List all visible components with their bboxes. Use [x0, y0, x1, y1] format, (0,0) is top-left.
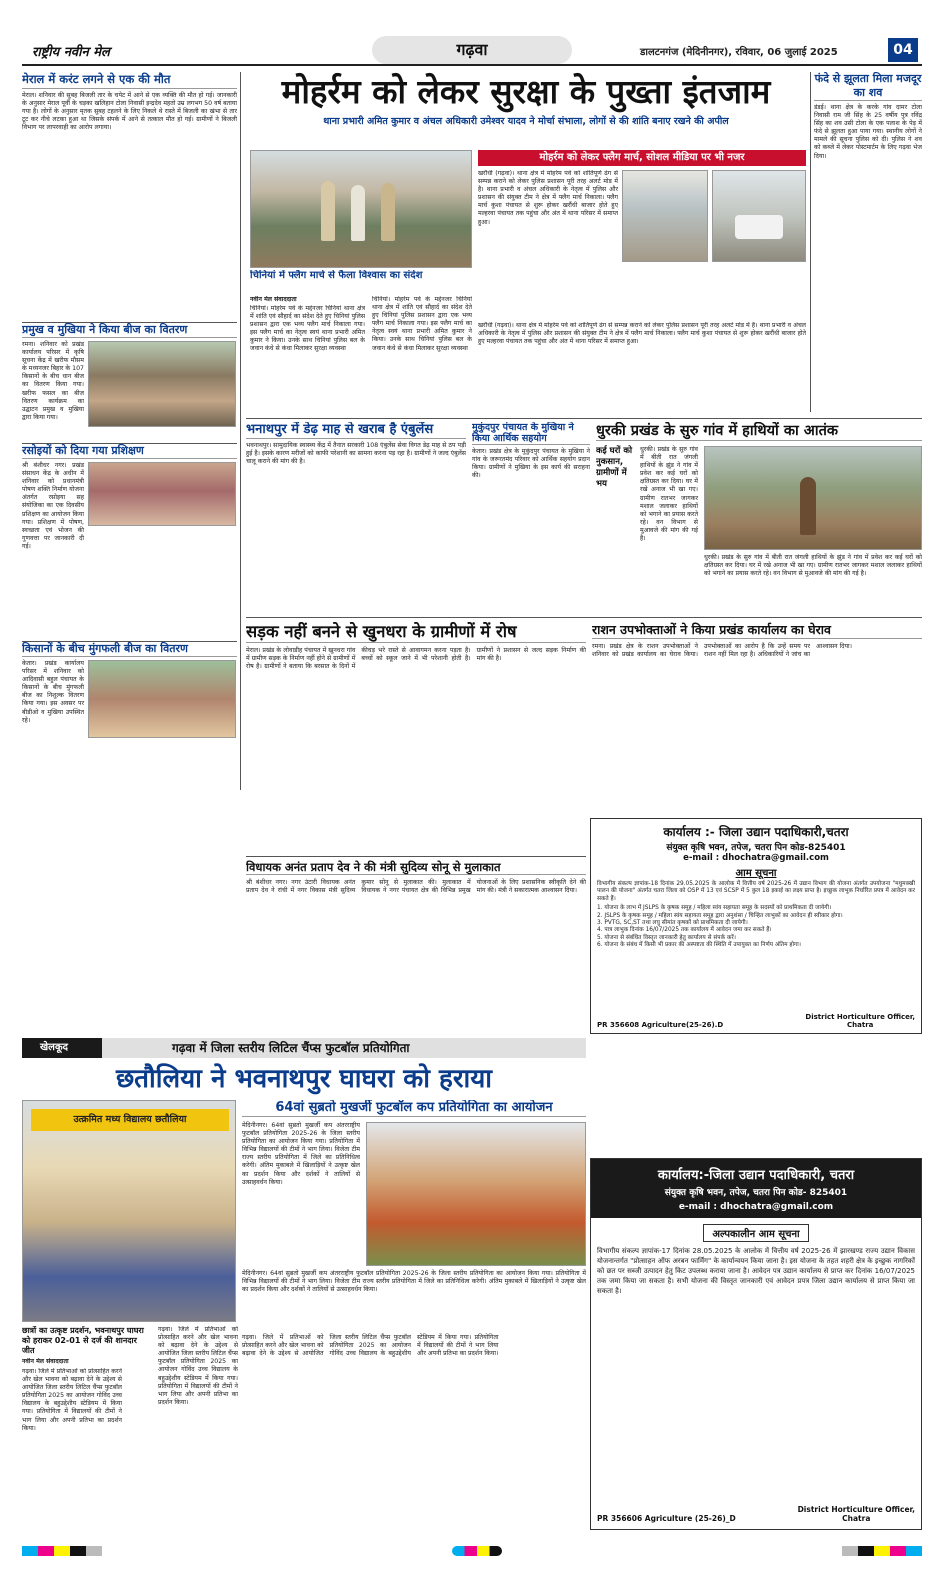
page-number: 04 [888, 38, 918, 62]
red-banner-text: मोहर्रम को लेकर फ्लैग मार्च, सोशल मीडिया पर भी नजर [539, 152, 745, 163]
sports-strip [22, 1038, 586, 1058]
lead-body-lower: खरौंधी (गढ़वा)। थाना क्षेत्र में मोहर्रम पर्व को शांतिपूर्ण ढंग से सम्पन्न कराने को लेकर पुलिस प्रशासन पूरी तरह अलर्ट मोड में है। थाना प्रभारी व अंचल अधिकारी के नेतृत्व में पुलिस और प्रशासन की संयुक्त टीम ने क्षेत्र में फ्लैग मार्च निकाला। फ्लैग मार्च कुशा पंचायत से शुरू होकर खरौंधी बाजार होते हुए मल्हरवा पंचायत तक पहुंचा और अंत में थाना परिसर में समाप्त हुआ। [478, 322, 806, 346]
mla-article [246, 860, 586, 1010]
column-divider [810, 72, 811, 412]
football-winners-photo [366, 1122, 586, 1266]
section-tab [372, 36, 572, 64]
lead-headline: मोहर्रम को लेकर सुरक्षा के पुख्ता इंतजाम [281, 72, 771, 111]
sports-byline: नवीन मेल संवाददाता [22, 1358, 69, 1365]
notice-item: 6. योजना के संबंध में किसी भी प्रकार की अस्पष्टता की स्थिति में उपायुक्त का निर्णय अंतिम होगा। [597, 942, 801, 949]
article-headline: मुकुंदपुर पंचायत के मुखिया ने किया आर्थिक सहयोग [472, 422, 590, 445]
article-body: भवनाथपुर। सामुदायिक स्वास्थ्य केंद्र में तैनात सरकारी 108 एंबुलेंस सेवा विगत डेढ़ माह से ठप पड़ी हुई है। इसके कारण मरीजों को काफी परेशानी का सामना करना पड़ रहा है। ग्रामीणों ने जल्द एंबुलेंस चालू कराने की मांग की है। [246, 442, 466, 466]
side-kicker: कई घरों को नुकसान, ग्रामीणों में भय [596, 446, 633, 489]
school-banner: उत्क्रमित मध्य विद्यालय छतौलिया [31, 1109, 229, 1131]
notice-place: Chatra [842, 1514, 871, 1523]
article-body: धुरकी। प्रखंड के सुरु गांव में बीती रात जंगली हाथियों के झुंड ने गांव में प्रवेश कर कई घरों को क्षतिग्रस्त कर दिया। घर में रखे अनाज भी खा गए। ग्रामीण रातभर जागकर मशाल जलाकर हाथियों को भगाने का प्रयास करते रहे। वन विभाग से मुआवजे की मांग की गई है। [704, 554, 922, 578]
article-headline: राशन उपभोक्ताओं ने किया प्रखंड कार्यालय का घेराव [592, 622, 922, 639]
left-column [22, 72, 237, 792]
article-body: मेराल। शनिवार की सुबह बिजली तार के चपेट में आने से एक व्यक्ति की मौत हो गई। जानकारी के अनुसार मेराल पूर्वी के चड़का खलिहान टोला निवासी इन्द्रदेव महतो उम्र लगभग 50 वर्ष बताया गया है। लोगों के अनुसार मृतक सुबह टहलने के लिए निकले थे रास्ते में बिजली का खंभा से तार टूट कर नीचे लटका हुआ था जिसके संपर्क में आने से तत्काल मौत हो गई। ग्रामीणों ने बिजली विभाग पर लापरवाही का आरोप लगाया। [22, 92, 237, 132]
article-headline: फंदे से झूलता मिला मजदूर का शव [814, 72, 922, 99]
article-headline: प्रमुख व मुखिया ने किया बीज का वितरण [22, 322, 237, 338]
ambulance-article [246, 422, 466, 612]
ration-article [592, 622, 922, 812]
dateline: डालटनगंज (मेदिनीनगर), रविवार, 06 जुलाई 2025 [640, 47, 838, 58]
road-article [246, 622, 586, 852]
notice-pr-number: PR 356606 Agriculture (25-26)_D [597, 1514, 736, 1523]
article-headline: किसानों के बीच मुंगफली बीज का वितरण [22, 641, 237, 657]
section-rule [246, 617, 922, 618]
sports-body-2: गढ़वा। जिले में प्रतिभाओं को प्रोत्साहित करने और खेल भावना को बढ़ावा देने के उद्देश्य से आयोजित जिला स्तरीय लिटिल चैंप्स फुटबॉल प्रतियोगिता 2025 का आयोजन गोविंद उच्च विद्यालय के बहुउद्देशीय स्टेडियम में किया गया। प्रतियोगिता में विद्यालयों की टीमों ने भाग लिया और अपनी प्रतिभा का प्रदर्शन किया। [158, 1326, 238, 1406]
public-notice-2 [590, 1158, 922, 1530]
notice-title: आम सूचना [735, 868, 777, 879]
sports-headline: छतौलिया ने भवनाथपुर घाघरा को हराया [115, 1064, 493, 1094]
article-body: केतार। प्रखंड कार्यालय परिसर में शनिवार को आदिवासी बहुल पंचायत के किसानों के बीच मुंगफली बीज का निशुल्क वितरण किया गया। इस अवसर पर बीडीओ व मुखिया उपस्थित रहे। [22, 660, 84, 724]
color-registration-bar [22, 1546, 922, 1556]
article-body: श्री बंशीधर नगर। प्रखंड संसाधन केंद्र के अधीन में शनिवार को प्रधानमंत्री पोषण शक्ति निर्माण योजना अंतर्गत रसोइया सह संयोजिका का एक दिवसीय प्रशिक्षण का आयोजन किया गया। प्रशिक्षण में पोषण, स्वच्छता एवं भोजन की गुणवत्ता पर जानकारी दी गई। [22, 462, 84, 550]
article-body: श्री बंशीधर नगर। नगर उंटारी विधायक अनंत प्रताप देव ने रांची में नगर विकास मंत्री सुदिव्य कुमार सोनू से मुलाकात की। मुलाकात में विधायक ने नगर पंचायत क्षेत्र की विभिन्न प्रमुख योजनाओं के लिए प्रशासनिक स्वीकृति देने की मांग की। मंत्री ने सकारात्मक आश्वासन दिया। [246, 879, 586, 895]
article-headline: मेराल में करंट लगने से एक की मौत [22, 72, 237, 89]
column-divider [240, 72, 241, 790]
notice-email: e-mail : dhochatra@gmail.com [683, 853, 829, 863]
notice-signatory: District Horticulture Officer, [805, 1013, 915, 1021]
section-rule [246, 856, 586, 857]
article-body: मेदिनीनगर। 64वां सुब्रतो मुखर्जी कप अंतरराष्ट्रीय फुटबॉल प्रतियोगिता 2025-26 के जिला स्तरीय प्रतियोगिता का आयोजन किया गया। प्रतियोगिता में विभिन्न विद्यालयों की टीमों ने भाग लिया। विजेता टीम राज्य स्तरीय प्रतियोगिता में जिले का प्रतिनिधित्व करेगी। अंतिम मुकाबले में खिलाड़ियों ने उत्कृष्ट खेल का प्रदर्शन किया और दर्शकों ने तालियों से उत्साहवर्धन किया। [242, 1270, 586, 1294]
article-headline: धुरकी प्रखंड के सुरु गांव में हाथियों का आतंक [596, 422, 922, 441]
cook-training-photo [88, 462, 236, 526]
notice-item: 3. PVTG, SC,ST तथा लघु सीमांत कृषकों को प्राथमिकता दी जायेगी। [597, 920, 748, 927]
lead-red-banner [478, 150, 806, 166]
article-body: गढ़वा। जिले में प्रतिभाओं को प्रोत्साहित करने और खेल भावना को बढ़ावा देने के उद्देश्य से आयोजित जिला स्तरीय लिटिल चैंप्स फुटबॉल प्रतियोगिता 2025 का आयोजन गोविंद उच्च विद्यालय के बहुउद्देशीय स्टेडियम में किया गया। प्रतियोगिता में विद्यालयों की टीमों ने भाग लिया और अपनी प्रतिभा का प्रदर्शन किया। [242, 1334, 499, 1358]
article-headline: 64वां सुब्रतो मुखर्जी फुटबॉल कप प्रतियोगिता का आयोजन [242, 1100, 586, 1117]
flag-march-photo-2 [622, 170, 708, 262]
section-title: गढ़वा [456, 40, 488, 59]
notice-address: संयुक्त कृषि भवन, तपेज, चतरा पिन कोड- 825401 [664, 1188, 848, 1198]
notice-email: e-mail : dhochatra@gmail.com [678, 1202, 834, 1212]
notice-body: विभागीय संकल्प ज्ञापांक-18 दिनांक 29.05.2025 के आलोक में वित्तीय वर्ष 2025-26 में उद्यान विभाग की योजना अंतर्गत उपयोजना "मधुमक्खी पालन की योजना" अंतर्गत चतरा जिला को OSP में 13 एवं SCSP में 5 कुल 18 इकाई का लक्ष्य प्राप्त है। इच्छुक लाभुक निर्धारित प्रपत्र में आवेदन कर सकते हैं। [597, 881, 915, 902]
lead-body-center: चिनियां। मोहर्रम पर्व के मद्देनजर चिनियां थाना क्षेत्र में शांति एवं सौहार्द का संदेश देते हुए चिनियां पुलिस प्रशासन द्वारा एक भव्य फ्लैग मार्च निकाला गया। इस फ्लैग मार्च का नेतृत्व स्वयं थाना प्रभारी अमित कुमार ने किया। उनके साथ चिनियां पुलिस बल के जवान कंधे से कंधा मिलाकर सुरक्षा व्यवस्था [372, 296, 472, 352]
article-body: रमना। प्रखंड क्षेत्र के राशन उपभोक्ताओं ने शनिवार को प्रखंड कार्यालय का घेराव किया। उपभोक्ताओं का आरोप है कि उन्हें समय पर राशन नहीं मिल रहा है। अधिकारियों ने जांच का आश्वासन दिया। [592, 643, 853, 659]
notice-item: 1. योजना के लाभ में JSLPS के कृषक समूह / महिला स्वंय सहायता समूह के सदस्यों को प्राथमिकता दी जायेगी। [597, 905, 832, 912]
notice-address: संयुक्त कृषि भवन, तपेज, चतरा पिन कोड-825401 [666, 843, 846, 853]
article-headline: सड़क नहीं बनने से खुनधरा के ग्रामीणों में रोष [246, 622, 586, 643]
sports-tag: खेलकूद [22, 1038, 102, 1058]
article-body: रमना। शनिवार को प्रखंड कार्यालय परिसर में कृषि सूचना केंद्र में खरीफ मौसम के मध्यनजर बिहार के 107 किसानों के बीच धान बीज का वितरण किया गया। खरीफ फसल का बीज वितरण कार्यक्रम का उद्घाटन प्रमुख व मुखिया द्वारा किया गया। [22, 341, 84, 421]
lead-subhead: थाना प्रभारी अमित कुमार व अंचल अधिकारी उमेश्वर यादव ने मोर्चा संभाला, लोगों से की शांति बनाए रखने की अपील [323, 116, 729, 127]
sports-strip-title: गढ़वा में जिला स्तरीय लिटिल चैंप्स फुटबॉल प्रतियोगिता [172, 1041, 410, 1055]
flag-march-photo [250, 150, 472, 268]
groundnut-seed-photo [88, 660, 236, 738]
notice-pr-number: PR 356608 Agriculture(25-26).D [597, 1021, 724, 1029]
notice-item: 2. JSLPS के कृषक समूह / महिला स्वंय सहायता समूह द्वारा अनुशंसा / चिन्हित लाभुकों का आवेदन ही स्वीकार होगा। [597, 912, 843, 919]
elephant-article [596, 422, 922, 612]
article-body: मेदिनीनगर। 64वां सुब्रतो मुखर्जी कप अंतरराष्ट्रीय फुटबॉल प्रतियोगिता 2025-26 के जिला स्तरीय प्रतियोगिता का आयोजन किया गया। प्रतियोगिता में विभिन्न विद्यालयों की टीमों ने भाग लिया। विजेता टीम राज्य स्तरीय प्रतियोगिता में जिले का प्रतिनिधित्व करेगी। अंतिम मुकाबले में खिलाड़ियों ने उत्कृष्ट खेल का प्रदर्शन किया और दर्शकों ने तालियों से उत्साहवर्धन किया। [242, 1122, 360, 1186]
article-body: केतार। प्रखंड क्षेत्र के मुकुंदपुर पंचायत के मुखिया ने गांव के जरूरतमंद परिवार को आर्थिक सहयोग प्रदान किया। ग्रामीणों ने मुखिया के इस कार्य की सराहना की। [472, 448, 590, 480]
notice-office: कार्यालय :- जिला उद्यान पदाधिकारी,चतरा [663, 825, 849, 839]
mukhiya-article [472, 422, 590, 612]
subroto-cup-article [242, 1100, 586, 1530]
article-body: मेराल। प्रखंड के लोवाडीह पंचायत में खुनधरा गांव में ग्रामीण सड़क के निर्माण नहीं होने से ग्रामीणों में रोष है। ग्रामीणों ने बताया कि बरसात के दिनों में कीचड़ भरे रास्ते से आवागमन करना पड़ता है। बच्चों को स्कूल जाने में भी परेशानी होती है। ग्रामीणों ने प्रशासन से जल्द सड़क निर्माण की मांग की है। [246, 647, 586, 671]
newspaper-logo: राष्ट्रीय नवीन मेल [32, 45, 110, 60]
article-headline: विधायक अनंत प्रताप देव ने की मंत्री सुदिव्य सोनू से मुलाकात [246, 860, 586, 875]
seed-distribution-photo [88, 341, 236, 427]
lead-story [246, 72, 806, 142]
lead-body-right: खरौंधी (गढ़वा)। थाना क्षेत्र में मोहर्रम पर्व को शांतिपूर्ण ढंग से सम्पन्न कराने को लेकर पुलिस प्रशासन पूरी तरह अलर्ट मोड में है। थाना प्रभारी व अंचल अधिकारी के नेतृत्व में पुलिस और प्रशासन की संयुक्त टीम ने क्षेत्र में फ्लैग मार्च निकाला। फ्लैग मार्च कुशा पंचायत से शुरू होकर खरौंधी बाजार होते हुए मल्हरवा पंचायत तक पहुंचा और अंत में थाना परिसर में समाप्त हुआ। [478, 170, 618, 226]
sports-body: गढ़वा। जिले में प्रतिभाओं को प्रोत्साहित करने और खेल भावना को बढ़ावा देने के उद्देश्य से आयोजित जिला स्तरीय लिटिल चैंप्स फुटबॉल प्रतियोगिता 2025 का आयोजन गोविंद उच्च विद्यालय के बहुउद्देशीय स्टेडियम में किया गया। प्रतियोगिता में विद्यालयों की टीमों ने भाग लिया और अपनी प्रतिभा का प्रदर्शन किया। [22, 1368, 122, 1432]
article-body: धुरकी। प्रखंड के सुरु गांव में बीती रात जंगली हाथियों के झुंड ने गांव में प्रवेश कर कई घरों को क्षतिग्रस्त कर दिया। घर में रखे अनाज भी खा गए। ग्रामीण रातभर जागकर मशाल जलाकर हाथियों को भगाने का प्रयास करते रहे। वन विभाग से मुआवजे की मांग की गई है। [640, 446, 698, 543]
notice-item: 5. योजना से संबंधित विस्तृत जानकारी हेतु कार्यालय से संपर्क करें। [597, 934, 736, 941]
notice-place: Chatra [847, 1021, 874, 1029]
notice-title: अल्पकालीन आम सूचना [703, 1224, 808, 1242]
right-top-article [814, 72, 922, 412]
article-headline: रसोइयों को दिया गया प्रशिक्षण [22, 443, 237, 459]
article-headline: भनाथपुर में डेढ़ माह से खराब है एंबुलेंस [246, 422, 466, 439]
section-rule [246, 418, 922, 419]
article-body: डंडई। थाना क्षेत्र के करके गांव दामर टोला निवासी राम जी सिंह के 25 वर्षीय पुत्र रविंद्र सिंह का शव उसी टोला के एक पलाश के पेड़ में फंदे से झूलता हुआ पाया गया। स्थानीय लोगों ने मामले की सूचना पुलिस को दी। पुलिस ने शव को कब्जे में लेकर पोस्टमार्टम के लिए गढ़वा भेज दिया। [814, 104, 922, 160]
masthead [22, 36, 922, 66]
elephant-damage-photo [704, 446, 922, 550]
notice-body: विभागीय संकल्प ज्ञापांक-17 दिनांक 28.05.2025 के आलोक में वित्तीय वर्ष 2025-26 में झारखण्ड राज्य उद्यान विकास योजनान्तर्गत "प्रोत्साहन ऑफ अरबन फार्मिंग" के कार्यान्वयन किया जाना है। इस योजना के तहत शहरी क्षेत्र के इच्छुक नागरिकों को छत पर सब्जी उत्पादन हेतु किट उपलब्ध कराया जाना है। आवेदन पत्र उद्यान कार्यालय से प्राप्त कर दिनांक 16/07/2025 तक जमा किया जा सकता है। सभी योजना की विस्तृत जानकारी एवं आवेदन प्रपत्र जिला उद्यान कार्यालय से प्राप्त किया जा सकता है। [597, 1247, 915, 1295]
photo-caption: चिनियां में फ्लैग मार्च से फैला विश्वास का संदेश [250, 270, 423, 281]
notice-office: कार्यालय:-जिला उद्यान पदाधिकारी, चतरा [657, 1168, 855, 1183]
sports-caption: छात्रों का उत्कृष्ट प्रदर्शन, भवनाथपुर घाघरा को हराकर 02-01 से दर्ज की शानदार जीत [22, 1326, 144, 1355]
notice-item: 4. पात्र लाभुक दिनांक 16/07/2025 तक कार्यालय में आवेदन जमा कर सकते हैं। [597, 927, 772, 934]
lead-body-left: चिनियां। मोहर्रम पर्व के मद्देनजर चिनियां थाना क्षेत्र में शांति एवं सौहार्द का संदेश देते हुए चिनियां पुलिस प्रशासन द्वारा एक भव्य फ्लैग मार्च निकाला गया। इस फ्लैग मार्च का नेतृत्व स्वयं थाना प्रभारी अमित कुमार ने किया। उनके साथ चिनियां पुलिस बल के जवान कंधे से कंधा मिलाकर सुरक्षा व्यवस्था [250, 305, 365, 353]
public-notice-1 [590, 818, 922, 1034]
school-team-photo [22, 1100, 236, 1322]
lead-byline: नवीन मेल संवाददाता [250, 296, 297, 303]
police-vehicle-photo [712, 170, 806, 262]
notice-signatory: District Horticulture Officer, [797, 1505, 915, 1514]
